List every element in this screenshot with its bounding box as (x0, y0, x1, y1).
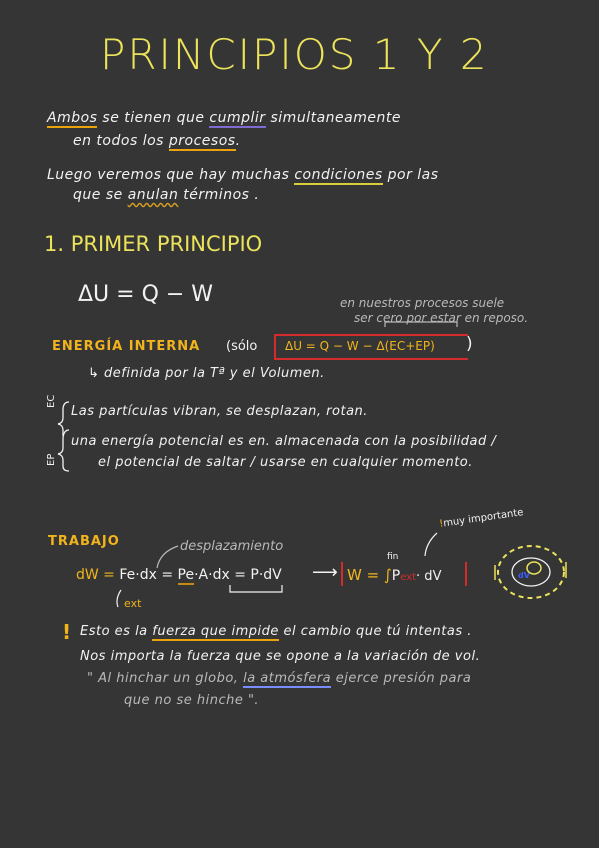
intro-text: . (235, 133, 241, 149)
box-formula-main: ΔU = Q − W − (285, 339, 377, 353)
integral-w: W = ∫ (347, 566, 392, 584)
eq-pe: Pe (177, 567, 195, 583)
solo-label: (sólo (226, 339, 258, 354)
energia-interna-label: ENERGÍA INTERNA (52, 339, 201, 354)
page-title: PRINCIPIOS 1 Y 2 (100, 30, 489, 79)
intro-text: que se (73, 187, 128, 203)
note-text: Esto es la (80, 624, 153, 639)
intro-ambos: Ambos (47, 110, 98, 126)
intro-cumplir: cumplir (209, 110, 266, 126)
desplazamiento-arrow (157, 546, 178, 568)
eq-equals: = (156, 567, 178, 583)
section-heading-primer-principio: 1. PRIMER PRINCIPIO (44, 232, 263, 256)
ext-curve (117, 590, 121, 607)
note-text: ejerce presión para (331, 671, 472, 686)
warning-icon: ! (438, 518, 445, 530)
ep-description-1: una energía potencial es en. almacenada con la posibilidad / (71, 434, 497, 449)
intro-anulan: anulan (127, 187, 179, 203)
integral-fin: fin (387, 552, 399, 562)
muy-importante-text: muy importante (442, 507, 525, 530)
intro-text: Luego veremos que hay muchas (47, 167, 295, 183)
warning-icon: ! (62, 620, 72, 644)
note-reposo-line-1: en nuestros procesos suele (340, 296, 505, 310)
note-reposo-line-2: ser cero por estar en reposo. (354, 311, 529, 325)
first-law-formula: ΔU = Q − W (78, 282, 214, 307)
desplazamiento-label: desplazamiento (180, 539, 284, 554)
definida-text: ↳ definida por la Tª y el Volumen. (88, 366, 325, 381)
balloon-dv-region (527, 562, 541, 574)
ec-description: Las partículas vibran, se desplazan, rotan. (71, 404, 368, 419)
note-atmosfera: la atmósfera (243, 671, 332, 686)
note-globo-line-2: que no se hinche ". (124, 693, 260, 708)
intro-procesos: procesos (168, 133, 236, 149)
ep-brace (58, 430, 69, 471)
note-bracket (385, 322, 457, 327)
ep-label: EP (46, 453, 57, 466)
intro-text: por las (382, 167, 439, 183)
intro-condiciones: condiciones (294, 167, 383, 183)
intro-text: en todos los (73, 133, 169, 149)
ep-description-2: el potencial de saltar / usarse en cualquier momento. (98, 455, 473, 470)
note-text: el cambio que tú intentas . (278, 624, 472, 639)
eq-dw: dW = (76, 567, 120, 583)
ec-label: EC (46, 394, 57, 408)
adx-bracket (230, 585, 282, 592)
close-paren: ) (466, 334, 473, 354)
intro-text: términos . (178, 187, 260, 203)
trabajo-heading: TRABAJO (48, 534, 120, 549)
box-formula-kinetic: Δ(EC+EP) (376, 339, 435, 353)
atmosphere-outline (498, 546, 564, 598)
note-fuerza-que-impide: fuerza que impide (152, 624, 279, 639)
integral-dv: · dV (416, 569, 442, 584)
balloon-dv-label: dV (518, 571, 530, 580)
title-y-mark (392, 59, 402, 76)
ext-subscript-label: ext (124, 597, 142, 610)
intro-text: simultaneamente (265, 110, 401, 126)
integral-p: P (391, 568, 401, 584)
intro-text: se tienen que (97, 110, 210, 126)
eq-rest: ·A·dx = P·dV (194, 567, 282, 583)
note-text: " Al hinchar un globo, (87, 671, 244, 686)
integral-ext: ext (400, 572, 417, 583)
muy-importante-arrow (425, 533, 437, 556)
note-fuerza-line-2: Nos importa la fuerza que se opone a la variación de vol. (80, 649, 481, 664)
eq-fe: Fe·dx (119, 567, 157, 583)
implies-arrow: ⟶ (312, 562, 338, 583)
